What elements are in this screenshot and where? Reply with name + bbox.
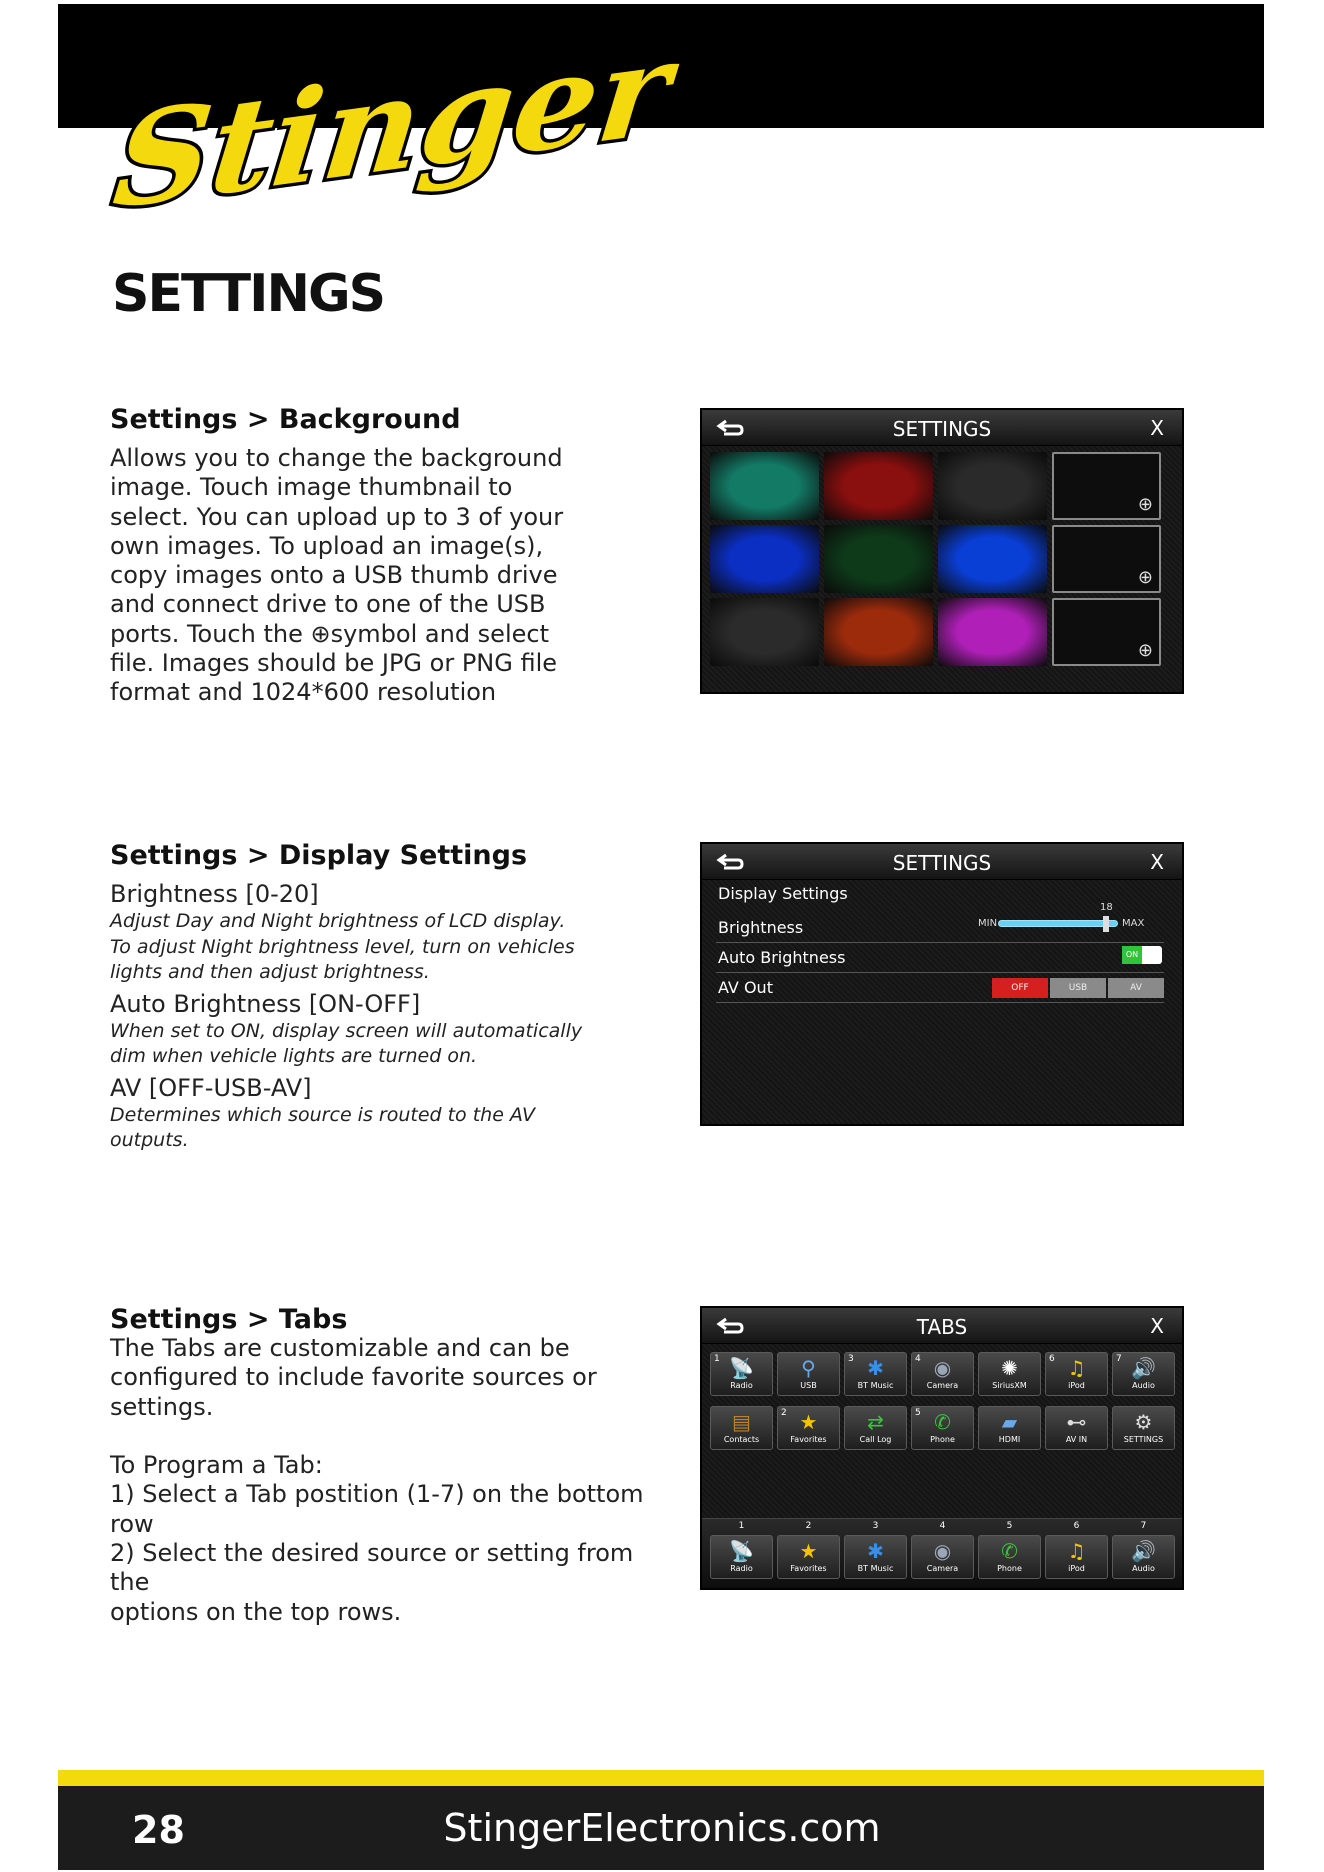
screen-title: TABS (916, 1315, 968, 1339)
tab-usb[interactable] (777, 1352, 840, 1396)
upload-image-slot[interactable] (1052, 452, 1161, 520)
music-note-icon: ♫ (1067, 1539, 1086, 1563)
tab-hdmi[interactable] (978, 1406, 1041, 1450)
background-thumbnail[interactable] (938, 452, 1047, 520)
background-thumbnail[interactable] (710, 598, 819, 666)
background-thumbnail[interactable] (824, 598, 933, 666)
background-thumbnail[interactable] (824, 525, 933, 593)
brightness-value: 18 (1100, 902, 1113, 913)
tab-label: Phone (930, 1435, 955, 1444)
tab-source-row-1 (710, 1352, 1175, 1396)
toggle-on-state: ON (1122, 946, 1142, 964)
tab-camera[interactable] (911, 1535, 974, 1579)
background-thumbnail[interactable] (938, 598, 1047, 666)
tab-call-log[interactable] (844, 1406, 907, 1450)
display-heading: Settings > Display Settings (110, 840, 528, 871)
speaker-icon: 🔊 (1131, 1539, 1156, 1563)
tab-source-row-2 (710, 1406, 1175, 1450)
tab-number: 3 (848, 1354, 854, 1364)
screen-content (702, 1344, 1182, 1588)
speaker-icon: 🔊 (1131, 1356, 1156, 1380)
screen-title: SETTINGS (892, 851, 992, 875)
call-log-icon: ⇄ (867, 1410, 884, 1434)
tab-position-number: 3 (872, 1521, 879, 1531)
tab-label: SiriusXM (992, 1381, 1027, 1390)
display-settings-label: Display Settings (718, 884, 848, 903)
tab-label: SETTINGS (1123, 1435, 1164, 1444)
auto-brightness-title: Auto Brightness [ON-OFF] (110, 989, 421, 1018)
bluetooth-icon: ✱ (867, 1356, 884, 1380)
tab-label: HDMI (998, 1435, 1021, 1444)
tabs-description: The Tabs are customizable and can be configured to include favorite sources or settings. To Program a Tab: 1) Select a Tab postition (1-7) on the bottom row 2) Select the desired source or setting from the options on the top rows. (110, 1334, 644, 1626)
screen-titlebar (702, 844, 1182, 880)
slider-min-label: MIN (978, 918, 998, 929)
tab-number: 7 (1116, 1354, 1122, 1364)
tab-av-in[interactable] (1045, 1406, 1108, 1450)
add-image-icon[interactable]: ⊕ (1137, 494, 1153, 515)
tab-number: 6 (1049, 1354, 1055, 1364)
tab-radio[interactable] (710, 1535, 773, 1579)
tab-phone[interactable] (978, 1535, 1041, 1579)
brightness-desc: Adjust Day and Night brightness of LCD display. To adjust Night brightness level, turn on vehicles lights and then adjust brightness. (110, 910, 575, 983)
tab-number: 1 (714, 1354, 720, 1364)
av-out-label: AV Out (718, 978, 773, 997)
add-image-icon[interactable]: ⊕ (1137, 640, 1153, 661)
phone-icon: ✆ (934, 1410, 951, 1434)
close-icon[interactable]: X (1150, 416, 1164, 440)
tab-number: 5 (915, 1408, 921, 1418)
av-option-av[interactable]: AV (1108, 978, 1164, 998)
tab-siriusxm[interactable] (978, 1352, 1041, 1396)
tab-label: AV IN (1065, 1435, 1088, 1444)
hdmi-icon: ▰ (1001, 1410, 1018, 1434)
music-note-icon: ♫ (1067, 1356, 1086, 1380)
tab-label: Phone (997, 1564, 1022, 1573)
tab-radio[interactable] (710, 1352, 773, 1396)
brightness-title: Brightness [0-20] (110, 880, 319, 908)
tab-audio[interactable] (1112, 1535, 1175, 1579)
screen-titlebar (702, 1308, 1182, 1344)
display-settings-screen (700, 842, 1184, 1126)
close-icon[interactable]: X (1150, 850, 1164, 874)
auto-brightness-toggle[interactable] (1122, 946, 1162, 964)
brightness-label: Brightness (718, 918, 804, 937)
siriusxm-icon: ✺ (1001, 1356, 1018, 1380)
stinger-logo (107, 12, 678, 239)
star-icon: ★ (799, 1539, 818, 1563)
brightness-slider[interactable] (998, 920, 1118, 927)
tabs-heading: Settings > Tabs (110, 1304, 348, 1335)
tab-camera[interactable] (911, 1352, 974, 1396)
background-description: Allows you to change the background image. Touch image thumbnail to select. You can upload up to 3 of your own images. To upload an image(s), copy images onto a USB thumb drive and connect drive to one of the USB ports. Touch the ⊕symbol and select file. Images should be JPG or PNG file format and 1024*600 resolution (110, 444, 564, 707)
tab-position-number: 5 (1006, 1521, 1013, 1531)
tab-phone[interactable] (911, 1406, 974, 1450)
tab-position-number: 1 (738, 1521, 745, 1531)
tab-label: Camera (926, 1381, 959, 1390)
tab-position-number: 4 (939, 1521, 946, 1531)
av-desc: Determines which source is routed to the AV outputs. (110, 1103, 535, 1151)
background-thumbnail[interactable] (938, 525, 1047, 593)
tab-label: Contacts (723, 1435, 760, 1444)
tab-label: Call Log (859, 1435, 892, 1444)
camera-icon: ◉ (933, 1539, 952, 1563)
website-url: StingerElectronics.com (443, 1806, 881, 1850)
tab-contacts[interactable] (710, 1406, 773, 1450)
tab-label: BT Music (857, 1564, 894, 1573)
screen-content (702, 446, 1182, 692)
tab-bar (702, 1518, 1182, 1588)
tab-position-number: 7 (1140, 1521, 1147, 1531)
tab-audio[interactable] (1112, 1352, 1175, 1396)
tab-label: Audio (1132, 1564, 1155, 1573)
av-title: AV [OFF-USB-AV] (110, 1073, 312, 1102)
tab-label: USB (800, 1381, 817, 1390)
tab-label: iPod (1068, 1381, 1085, 1390)
background-thumbnail[interactable] (710, 452, 819, 520)
auto-brightness-desc: When set to ON, display screen will automatically dim when vehicle lights are turned on. (110, 1019, 583, 1067)
radio-tower-icon: 📡 (729, 1539, 754, 1563)
star-icon: ★ (799, 1410, 818, 1434)
brightness-slider-knob[interactable] (1103, 916, 1109, 932)
logo-wordmark: Stinger (107, 12, 678, 239)
tab-number: 4 (915, 1354, 921, 1364)
screen-content (702, 880, 1182, 1124)
tab-label: Favorites (790, 1435, 827, 1444)
background-thumbnail[interactable] (824, 452, 933, 520)
bluetooth-icon: ✱ (867, 1539, 884, 1563)
tab-bt-music[interactable] (844, 1352, 907, 1396)
tab-label: BT Music (857, 1381, 894, 1390)
tab-ipod[interactable] (1045, 1535, 1108, 1579)
tab-position-number: 2 (805, 1521, 812, 1531)
tab-label: Audio (1132, 1381, 1155, 1390)
footer-accent-stripe (58, 1770, 1264, 1786)
tab-settings[interactable] (1112, 1406, 1175, 1450)
tab-position-numbers (710, 1521, 1175, 1531)
background-settings-screen (700, 408, 1184, 694)
tab-label: Favorites (790, 1564, 827, 1573)
screen-title: SETTINGS (892, 417, 992, 441)
background-thumbnail-grid (710, 452, 1161, 666)
upload-image-slot[interactable] (1052, 598, 1161, 666)
camera-icon: ◉ (933, 1356, 952, 1380)
tabs-screen (700, 1306, 1184, 1590)
upload-image-slot[interactable] (1052, 525, 1161, 593)
tab-ipod[interactable] (1045, 1352, 1108, 1396)
row-divider (716, 942, 1164, 943)
tab-bar-row (710, 1535, 1175, 1579)
phone-icon: ✆ (1001, 1539, 1018, 1563)
tab-label: Radio (730, 1381, 753, 1390)
contacts-icon: ▤ (732, 1410, 751, 1434)
tab-label: Radio (730, 1564, 753, 1573)
av-in-icon: ⊷ (1066, 1410, 1087, 1434)
av-option-usb[interactable]: USB (1050, 978, 1106, 998)
add-image-icon[interactable]: ⊕ (1137, 567, 1153, 588)
background-thumbnail[interactable] (710, 525, 819, 593)
tab-position-number: 6 (1073, 1521, 1080, 1531)
page-number: 28 (132, 1808, 185, 1852)
tab-favorites[interactable] (777, 1406, 840, 1450)
tab-bt-music[interactable] (844, 1535, 907, 1579)
settings-icon: ⚙ (1134, 1410, 1153, 1434)
tab-favorites[interactable] (777, 1535, 840, 1579)
background-heading: Settings > Background (110, 404, 461, 435)
tab-label: iPod (1068, 1564, 1085, 1573)
usb-icon: ⚲ (801, 1356, 816, 1380)
slider-max-label: MAX (1122, 918, 1145, 929)
screen-titlebar (702, 410, 1182, 446)
row-divider (716, 1002, 1164, 1003)
av-option-off[interactable]: OFF (992, 978, 1048, 998)
auto-brightness-label: Auto Brightness (718, 948, 846, 967)
row-divider (716, 972, 1164, 973)
display-items (110, 880, 670, 1158)
radio-tower-icon: 📡 (729, 1356, 754, 1380)
page-title: SETTINGS (112, 264, 385, 324)
tab-label: Camera (926, 1564, 959, 1573)
close-icon[interactable]: X (1150, 1314, 1164, 1338)
tab-number: 2 (781, 1408, 787, 1418)
